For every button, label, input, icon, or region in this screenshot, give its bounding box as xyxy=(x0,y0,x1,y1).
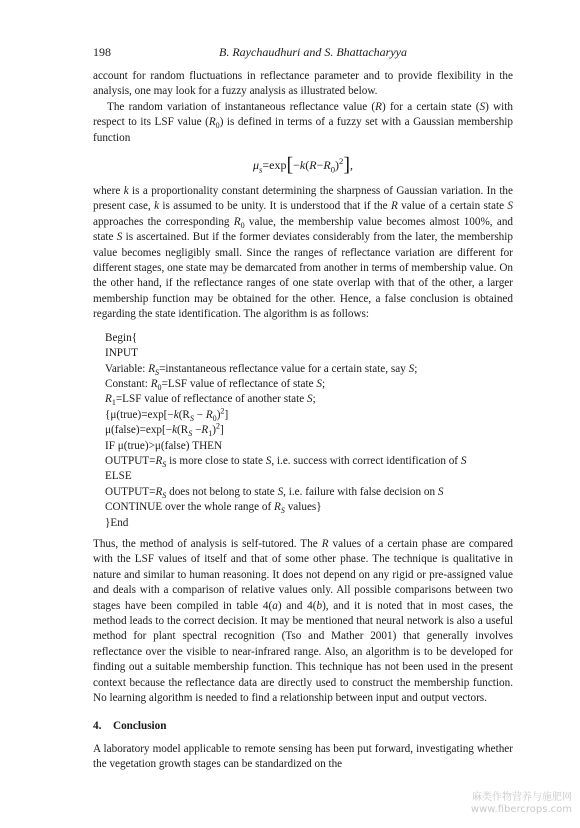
section-title: Conclusion xyxy=(113,720,167,733)
watermark-url: www.fibercrops.com xyxy=(470,804,572,815)
algorithm-line: ELSE xyxy=(105,470,132,483)
algorithm-line: Constant: $R_0=LSF$ value of reflectance of state S; xyxy=(105,377,326,393)
paragraph-self-tutored: Thus, the method of analysis is self-tutored. The R values of a certain phase are compared with the LSF values of itself and that of some other phase. The technique is qualitative in nature and similar to human reasoning. It does not depend on any rigid or pre-assigned value and deals with a comparison of relative values only. All possible comparisons between two stages have been compiled in table 4(a) and 4(b), and it is noted that in most cases, the method leads to the correct decision. It may be mentioned that neural network is also a useful method for plant spectral recognition (Tso and Mather 2001) that generally involves reflectance over the visible to near-infrared range. Also, an algorithm is to be developed for finding out a suitable membership function. This technique has not been used in the present context because the reflectance data are directly used to construct the membership function. No learning algorithm is needed to find a relationship between input and output vectors. xyxy=(93,537,513,705)
algorithm-line: Begin{ xyxy=(105,331,138,344)
section-number: 4. xyxy=(93,720,102,733)
paragraph-conclusion: A laboratory model applicable to remote sensing has been put forward, investigating whether the vegetation growth stages can be standardized on the xyxy=(93,742,513,771)
algorithm-line: INPUT xyxy=(105,347,138,360)
algorithm-line: $OUTPUT=R_S$ does not belong to state S, i.e. failure with false decision on S xyxy=(105,485,444,500)
paragraph-proportionality: where k is a proportionality constant determining the sharpness of Gaussian variation. In the present case, k is assumed to be unity. It is understood that if the R value of a certain state S approaches the corresponding $R_0$ value, the membership value becomes almost 100%, and state S is ascertained. But if the former deviates considerably from the later, the membership value becomes negligibly small. Since the ranges of reflectance variation are different for different stages, one state may be demarcated from another in terms of membership value. On the other hand, if the reflectance ranges of one state overlap with that of the other, a larger membership function may be obtained for the other. Hence, a false conclusion is obtained regarding the state identification. The algorithm is as follows: xyxy=(93,185,514,321)
watermark-line: 麻类作物营养与施肥网 xyxy=(472,792,572,803)
algorithm-line: $R_1=LSF$ value of reflectance of another state S; xyxy=(105,393,316,408)
algorithm-line: }End xyxy=(105,516,129,529)
body-text xyxy=(93,69,513,773)
section-heading-conclusion xyxy=(93,719,513,734)
algorithm-line: IF μ(true)>μ(false) THEN xyxy=(105,439,223,452)
paragraph-intro: account for random fluctuations in reflectance parameter and to provide flexibility in the analysis, one may look for a fuzzy analysis as illustrated below. xyxy=(93,70,513,98)
algorithm-line: Variable: $R_S=instantaneous$ reflectance value for a certain state, say S; xyxy=(105,362,418,377)
running-head-authors: B. Raychaudhuri and S. Bhattacharyya xyxy=(219,45,407,59)
gaussian-membership-equation: $\mu_s=\exp[-k(R-R_0)^2]$, xyxy=(252,154,354,177)
watermark xyxy=(422,792,572,816)
algorithm-line: CONTINUE over the whole range of $R_S$ values} xyxy=(105,501,322,516)
algorithm-line: {$\mu(true)=\exp[-k(R_S - R_0)^2]$ xyxy=(105,405,229,423)
page-number: 198 xyxy=(93,45,111,59)
algorithm-line: $\mu(false)=\exp[-k(R_S -R_1)^2]$ xyxy=(105,421,224,439)
algorithm-block xyxy=(105,331,513,531)
algorithm-line: $OUTPUT=R_S$ is more close to state S, i.e. success with correct identification of S xyxy=(105,454,467,470)
running-head xyxy=(93,44,513,60)
paragraph-random-variation: The random variation of instantaneous reflectance value (R) for a certain state (S) with respect to its LSF value $(R_0)$ is defined in terms of a fuzzy set with a Gaussian membership function xyxy=(93,100,513,144)
